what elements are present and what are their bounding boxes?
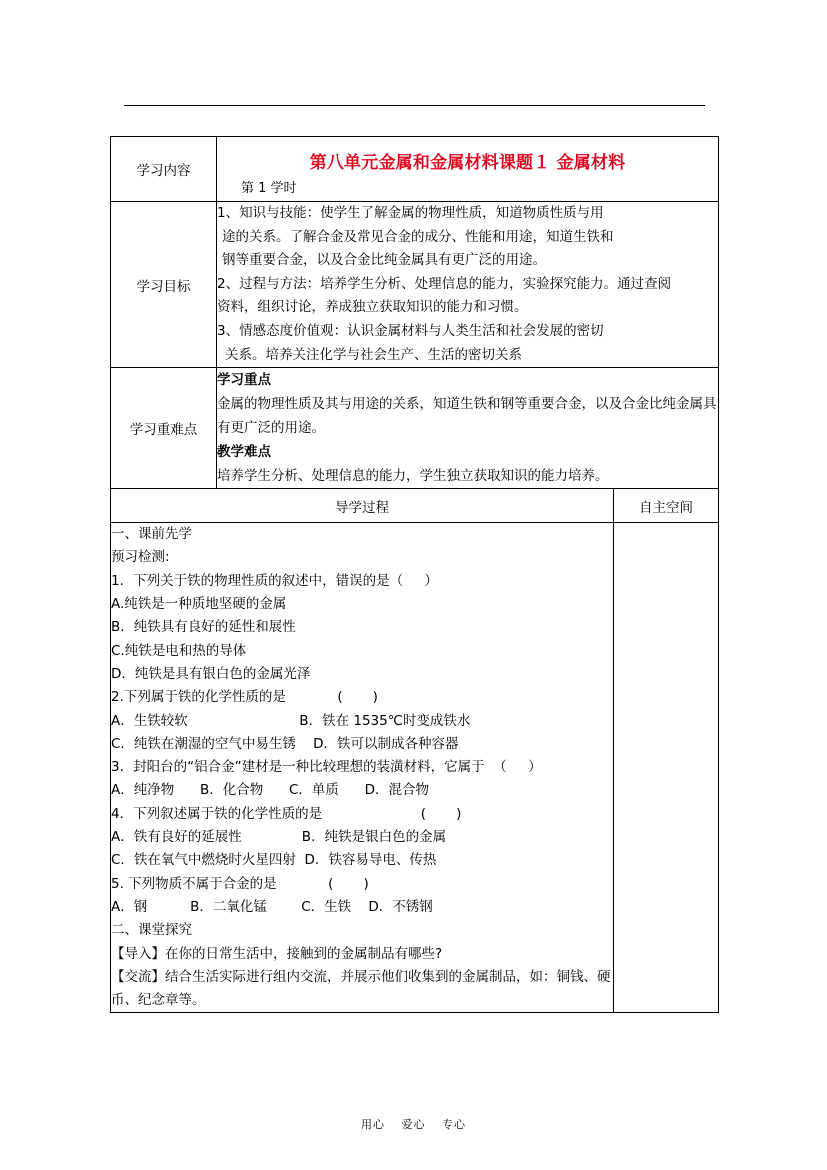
process-line: 预习检测: <box>111 549 170 566</box>
key-title: 学习重点 <box>217 372 271 389</box>
footer-item: 爱心 <box>401 1118 426 1131</box>
process-line: 【导入】在你的日常生活中，接触到的金属制品有哪些? <box>111 945 443 962</box>
process-line: A．生铁较软 B．铁在 1535℃时变成铁水 <box>111 712 471 729</box>
keypoints-label: 学习重难点 <box>111 368 217 489</box>
process-line: 一、课前先学 <box>111 526 192 543</box>
process-line: A．钢 B．二氧化锰 C．生铁 D．不锈钢 <box>111 898 433 915</box>
goal-line: 钢等重要合金，以及合金比纯金属具有更广泛的用途。 <box>222 252 546 269</box>
self-space-cell <box>614 523 719 1013</box>
process-line: 1．下列关于铁的物理性质的叙述中，错误的是（ ） <box>111 572 439 589</box>
page-footer <box>0 1116 827 1132</box>
content-cell <box>217 137 719 202</box>
row-process <box>111 523 719 1013</box>
process-line: A．铁有良好的延展性 B．纯铁是银白色的金属 <box>111 829 447 846</box>
goal-line: 3、情感态度价值观：认识金属材料与人类生活和社会发展的密切 <box>217 322 604 339</box>
process-line: D．纯铁是具有银白色的金属光泽 <box>111 665 311 682</box>
process-header: 导学过程 <box>111 489 614 523</box>
goals-cell <box>217 202 719 368</box>
lesson-plan-table <box>110 136 719 1013</box>
keypoints-cell <box>217 368 719 489</box>
footer-item: 用心 <box>361 1118 385 1131</box>
difficulty-title: 教学难点 <box>217 444 271 461</box>
process-line: A.纯铁是一种质地坚硬的金属 <box>111 596 287 613</box>
process-line: 5. 下列物质不属于合金的是 ( ) <box>111 875 369 892</box>
key-text: 金属的物理性质及其与用途的关系，知道生铁和钢等重要合金，以及合金比纯金属具有更广泛的用途。 <box>217 396 717 437</box>
content-label: 学习内容 <box>111 137 217 202</box>
goal-line: 1、知识与技能：使学生了解金属的物理性质，知道物质性质与用 <box>217 205 604 221</box>
row-goals <box>111 202 719 368</box>
process-paragraph: 【交流】结合生活实际进行组内交流，并展示他们收集到的金属制品，如：铜钱、硬币、纪念章等。 <box>111 968 611 1009</box>
row-section-headers <box>111 489 719 523</box>
header-rule <box>124 105 705 106</box>
row-content <box>111 137 719 202</box>
process-line: 3．封阳台的“铝合金”建材是一种比较理想的装潢材料，它属于 （ ） <box>111 759 542 776</box>
goal-line: 资料，组织讨论，养成独立获取知识的能力和习惯。 <box>217 299 528 316</box>
process-line: 4．下列叙述属于铁的化学性质的是 ( ) <box>111 805 462 822</box>
footer-item: 专心 <box>442 1118 466 1131</box>
lesson-period: 第 1 学时 <box>241 181 297 196</box>
process-line: C.纯铁是电和热的导体 <box>111 642 247 659</box>
process-line: 2.下列属于铁的化学性质的是 ( ) <box>111 689 378 706</box>
process-cell <box>111 523 614 1013</box>
self-space-header: 自主空间 <box>614 489 719 523</box>
difficulty-text: 培养学生分析、处理信息的能力，学生独立获取知识的能力培养。 <box>217 468 609 485</box>
goal-line: 途的关系。了解合金及常见合金的成分、性能和用途，知道生铁和 <box>222 228 614 245</box>
process-line: 二、课堂探究 <box>111 922 192 939</box>
row-keypoints <box>111 368 719 489</box>
goal-line: 关系。培养关注化学与社会生产、生活的密切关系 <box>225 346 522 363</box>
goals-label: 学习目标 <box>111 202 217 368</box>
lesson-title: 第八单元金属和金属材料课题１ 金属材料 <box>309 153 626 173</box>
process-line: C．纯铁在潮湿的空气中易生锈 D．铁可以制成各种容器 <box>111 735 459 752</box>
goal-line: 2、过程与方法：培养学生分析、处理信息的能力，实验探究能力。通过查阅 <box>217 275 672 292</box>
process-line: A．纯净物 B．化合物 C．单质 D．混合物 <box>111 782 430 799</box>
process-line: C．铁在氧气中燃烧时火星四射 D．铁容易导电、传热 <box>111 852 437 869</box>
process-line: B．纯铁具有良好的延性和展性 <box>111 619 296 636</box>
